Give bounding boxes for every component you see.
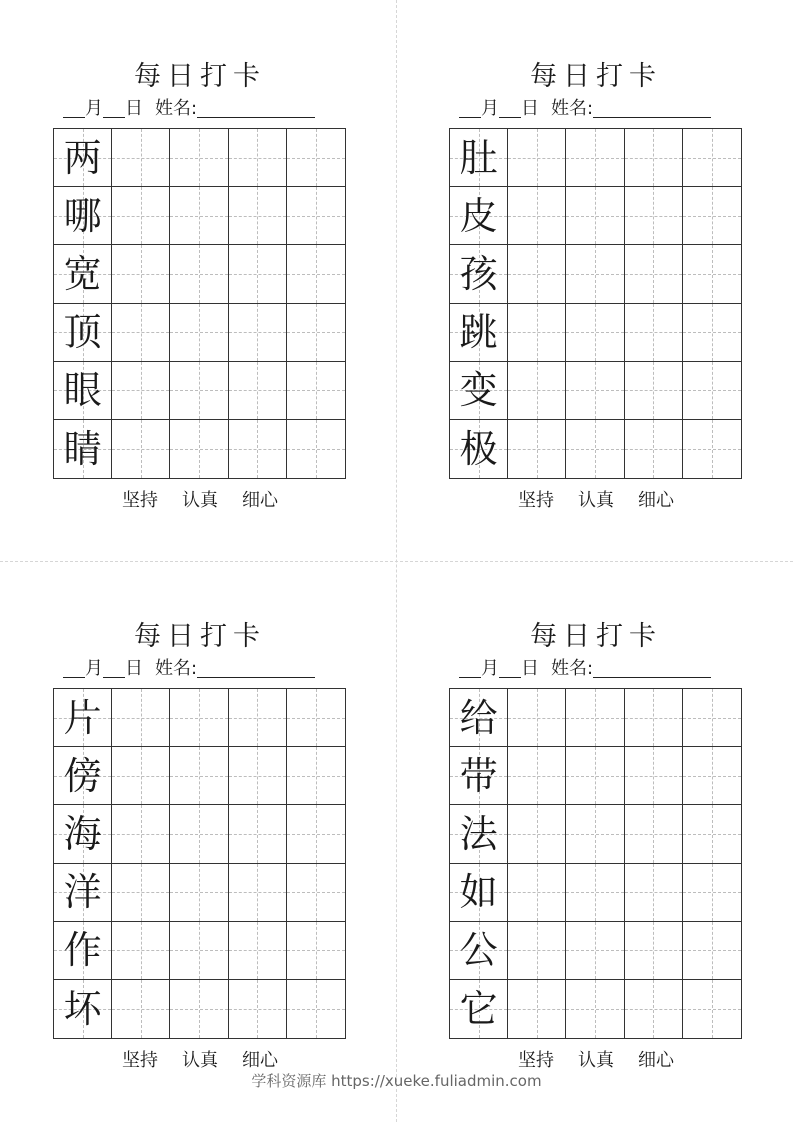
practice-cell[interactable]	[112, 747, 170, 805]
day-blank[interactable]	[499, 658, 521, 678]
model-character: 肚	[459, 135, 498, 180]
model-character-cell	[54, 980, 112, 1038]
practice-cell[interactable]	[229, 922, 287, 980]
model-character-cell	[450, 805, 508, 863]
month-label: 月	[481, 98, 499, 119]
practice-cell[interactable]	[683, 689, 741, 747]
practice-cell[interactable]	[566, 187, 624, 245]
practice-cell[interactable]	[170, 245, 228, 303]
practice-cell[interactable]	[287, 747, 345, 805]
name-label: 姓名:	[551, 98, 594, 119]
month-label: 月	[481, 658, 499, 679]
motto-word: 认真	[182, 1050, 218, 1071]
practice-cell[interactable]	[566, 922, 624, 980]
practice-cell[interactable]	[287, 362, 345, 420]
practice-cell[interactable]	[170, 362, 228, 420]
practice-cell[interactable]	[287, 922, 345, 980]
practice-cell[interactable]	[112, 129, 170, 187]
day-blank[interactable]	[103, 658, 125, 678]
practice-cell[interactable]	[566, 805, 624, 863]
model-character-cell	[54, 864, 112, 922]
model-character-cell	[54, 689, 112, 747]
motto-word: 认真	[182, 490, 218, 511]
practice-cell[interactable]	[508, 362, 566, 420]
practice-cell[interactable]	[625, 187, 683, 245]
model-character-cell	[450, 689, 508, 747]
practice-cell[interactable]	[229, 805, 287, 863]
practice-cell[interactable]	[229, 689, 287, 747]
model-character-cell	[450, 922, 508, 980]
practice-cell[interactable]	[112, 922, 170, 980]
card-title: 每日打卡	[134, 61, 266, 92]
practice-cell[interactable]	[508, 747, 566, 805]
name-label: 姓名:	[155, 658, 198, 679]
motto-word: 认真	[578, 490, 614, 511]
model-character-cell	[54, 362, 112, 420]
model-character-cell	[54, 245, 112, 303]
card-title: 每日打卡	[134, 621, 266, 652]
practice-cell[interactable]	[170, 747, 228, 805]
practice-cell[interactable]	[229, 747, 287, 805]
practice-cell[interactable]	[229, 187, 287, 245]
card-title: 每日打卡	[530, 61, 662, 92]
model-character: 极	[459, 426, 498, 471]
model-character: 作	[63, 928, 102, 973]
practice-cell[interactable]	[112, 805, 170, 863]
model-character: 变	[459, 368, 498, 413]
model-character-cell	[54, 129, 112, 187]
model-character: 哪	[63, 193, 102, 238]
day-label: 日	[125, 658, 143, 679]
practice-cell[interactable]	[287, 304, 345, 362]
practice-cell[interactable]	[508, 304, 566, 362]
model-character: 皮	[459, 193, 498, 238]
motto-word: 坚持	[122, 490, 158, 511]
practice-cell[interactable]	[112, 864, 170, 922]
day-label: 日	[125, 98, 143, 119]
practice-cell[interactable]	[625, 245, 683, 303]
day-blank[interactable]	[103, 98, 125, 118]
writing-grid	[53, 128, 346, 479]
practice-cell[interactable]	[566, 362, 624, 420]
practice-cell[interactable]	[508, 245, 566, 303]
practice-cell[interactable]	[229, 420, 287, 478]
practice-cell[interactable]	[625, 980, 683, 1038]
model-character-cell	[450, 245, 508, 303]
practice-cell[interactable]	[287, 187, 345, 245]
model-character: 如	[459, 870, 498, 915]
practice-cell[interactable]	[287, 689, 345, 747]
practice-cell[interactable]	[683, 864, 741, 922]
center-horizontal-guide	[0, 561, 793, 562]
practice-cell[interactable]	[508, 420, 566, 478]
practice-cell[interactable]	[566, 245, 624, 303]
motto-word: 认真	[578, 1050, 614, 1071]
practice-cell[interactable]	[566, 304, 624, 362]
model-character: 顶	[63, 310, 102, 355]
practice-cell[interactable]	[229, 245, 287, 303]
practice-cell[interactable]	[625, 362, 683, 420]
day-label: 日	[521, 98, 539, 119]
model-character: 睛	[63, 426, 102, 471]
name-blank[interactable]	[593, 98, 711, 118]
motto-word: 细心	[638, 1050, 674, 1071]
card-title: 每日打卡	[530, 621, 662, 652]
date-name-line	[459, 658, 743, 680]
practice-cell[interactable]	[625, 922, 683, 980]
practice-cell[interactable]	[508, 129, 566, 187]
model-character: 公	[459, 928, 498, 973]
practice-cell[interactable]	[287, 980, 345, 1038]
model-character-cell	[54, 922, 112, 980]
practice-cell[interactable]	[508, 980, 566, 1038]
practice-cell[interactable]	[170, 980, 228, 1038]
practice-cell[interactable]	[566, 747, 624, 805]
model-character: 洋	[63, 870, 102, 915]
practice-cell[interactable]	[566, 980, 624, 1038]
practice-cell[interactable]	[625, 805, 683, 863]
month-blank[interactable]	[63, 98, 85, 118]
practice-cell[interactable]	[229, 362, 287, 420]
practice-cell[interactable]	[287, 129, 345, 187]
model-character-cell	[450, 304, 508, 362]
motto-word: 细心	[242, 1050, 278, 1071]
practice-cell[interactable]	[287, 420, 345, 478]
model-character-cell	[450, 129, 508, 187]
motto-word: 细心	[638, 490, 674, 511]
practice-cell[interactable]	[112, 245, 170, 303]
model-character: 海	[63, 811, 102, 856]
model-character: 傍	[63, 753, 102, 798]
practice-cell[interactable]	[683, 805, 741, 863]
motto-word: 坚持	[518, 1050, 554, 1071]
practice-cell[interactable]	[287, 864, 345, 922]
model-character-cell	[54, 187, 112, 245]
practice-cell[interactable]	[287, 245, 345, 303]
practice-cell[interactable]	[112, 362, 170, 420]
practice-cell[interactable]	[170, 187, 228, 245]
name-blank[interactable]	[593, 658, 711, 678]
practice-cell[interactable]	[170, 805, 228, 863]
motto-line	[449, 1050, 743, 1072]
practice-cell[interactable]	[566, 129, 624, 187]
motto-line	[449, 490, 743, 512]
model-character: 片	[63, 695, 102, 740]
practice-cell[interactable]	[170, 864, 228, 922]
practice-cell[interactable]	[112, 304, 170, 362]
writing-grid	[53, 688, 346, 1039]
name-label: 姓名:	[155, 98, 198, 119]
practice-cell[interactable]	[229, 980, 287, 1038]
model-character: 法	[459, 811, 498, 856]
practice-cell[interactable]	[683, 362, 741, 420]
practice-cell[interactable]	[625, 689, 683, 747]
month-blank[interactable]	[459, 658, 481, 678]
practice-cell[interactable]	[170, 420, 228, 478]
model-character-cell	[450, 747, 508, 805]
practice-cell[interactable]	[625, 864, 683, 922]
practice-cell[interactable]	[229, 864, 287, 922]
practice-cell[interactable]	[625, 747, 683, 805]
month-label: 月	[85, 98, 103, 119]
model-character: 眼	[63, 368, 102, 413]
practice-cell[interactable]	[683, 420, 741, 478]
month-blank[interactable]	[459, 98, 481, 118]
model-character: 跳	[459, 310, 498, 355]
model-character-cell	[450, 980, 508, 1038]
practice-cell[interactable]	[170, 922, 228, 980]
practice-cell[interactable]	[566, 420, 624, 478]
practice-cell[interactable]	[170, 304, 228, 362]
model-character-cell	[450, 187, 508, 245]
model-character: 坏	[63, 986, 102, 1031]
practice-cell[interactable]	[683, 187, 741, 245]
practice-cell[interactable]	[625, 420, 683, 478]
practice-cell[interactable]	[683, 304, 741, 362]
practice-cell[interactable]	[566, 864, 624, 922]
date-name-line	[459, 98, 743, 120]
motto-word: 坚持	[122, 1050, 158, 1071]
month-label: 月	[85, 658, 103, 679]
writing-grid	[449, 688, 742, 1039]
practice-cell[interactable]	[112, 187, 170, 245]
practice-cell[interactable]	[508, 689, 566, 747]
model-character-cell	[450, 420, 508, 478]
model-character: 宽	[63, 251, 102, 296]
day-label: 日	[521, 658, 539, 679]
model-character: 带	[459, 753, 498, 798]
date-name-line	[63, 658, 347, 680]
practice-cell[interactable]	[229, 304, 287, 362]
practice-cell[interactable]	[683, 922, 741, 980]
motto-word: 细心	[242, 490, 278, 511]
practice-cell[interactable]	[508, 805, 566, 863]
name-blank[interactable]	[197, 98, 315, 118]
practice-cell[interactable]	[229, 129, 287, 187]
practice-cell[interactable]	[112, 689, 170, 747]
practice-cell[interactable]	[683, 129, 741, 187]
practice-cell[interactable]	[112, 420, 170, 478]
practice-cell[interactable]	[683, 980, 741, 1038]
practice-cell[interactable]	[566, 689, 624, 747]
writing-grid	[449, 128, 742, 479]
month-blank[interactable]	[63, 658, 85, 678]
practice-cell[interactable]	[625, 129, 683, 187]
practice-cell[interactable]	[170, 129, 228, 187]
model-character-cell	[54, 304, 112, 362]
date-name-line	[63, 98, 347, 120]
practice-cell[interactable]	[287, 805, 345, 863]
practice-cell[interactable]	[170, 689, 228, 747]
model-character-cell	[54, 747, 112, 805]
practice-cell[interactable]	[508, 864, 566, 922]
practice-cell[interactable]	[112, 980, 170, 1038]
motto-line	[53, 1050, 347, 1072]
model-character: 孩	[459, 251, 498, 296]
name-label: 姓名:	[551, 658, 594, 679]
practice-cell[interactable]	[508, 922, 566, 980]
motto-word: 坚持	[518, 490, 554, 511]
practice-cell[interactable]	[625, 304, 683, 362]
footer-watermark: 学科资源库 https://xueke.fuliadmin.com	[251, 1072, 542, 1090]
motto-line	[53, 490, 347, 512]
model-character: 它	[459, 986, 498, 1031]
practice-cell[interactable]	[683, 747, 741, 805]
practice-cell[interactable]	[508, 187, 566, 245]
model-character: 两	[63, 135, 102, 180]
model-character: 给	[459, 695, 498, 740]
model-character-cell	[54, 805, 112, 863]
model-character-cell	[54, 420, 112, 478]
name-blank[interactable]	[197, 658, 315, 678]
practice-cell[interactable]	[683, 245, 741, 303]
model-character-cell	[450, 864, 508, 922]
model-character-cell	[450, 362, 508, 420]
day-blank[interactable]	[499, 98, 521, 118]
